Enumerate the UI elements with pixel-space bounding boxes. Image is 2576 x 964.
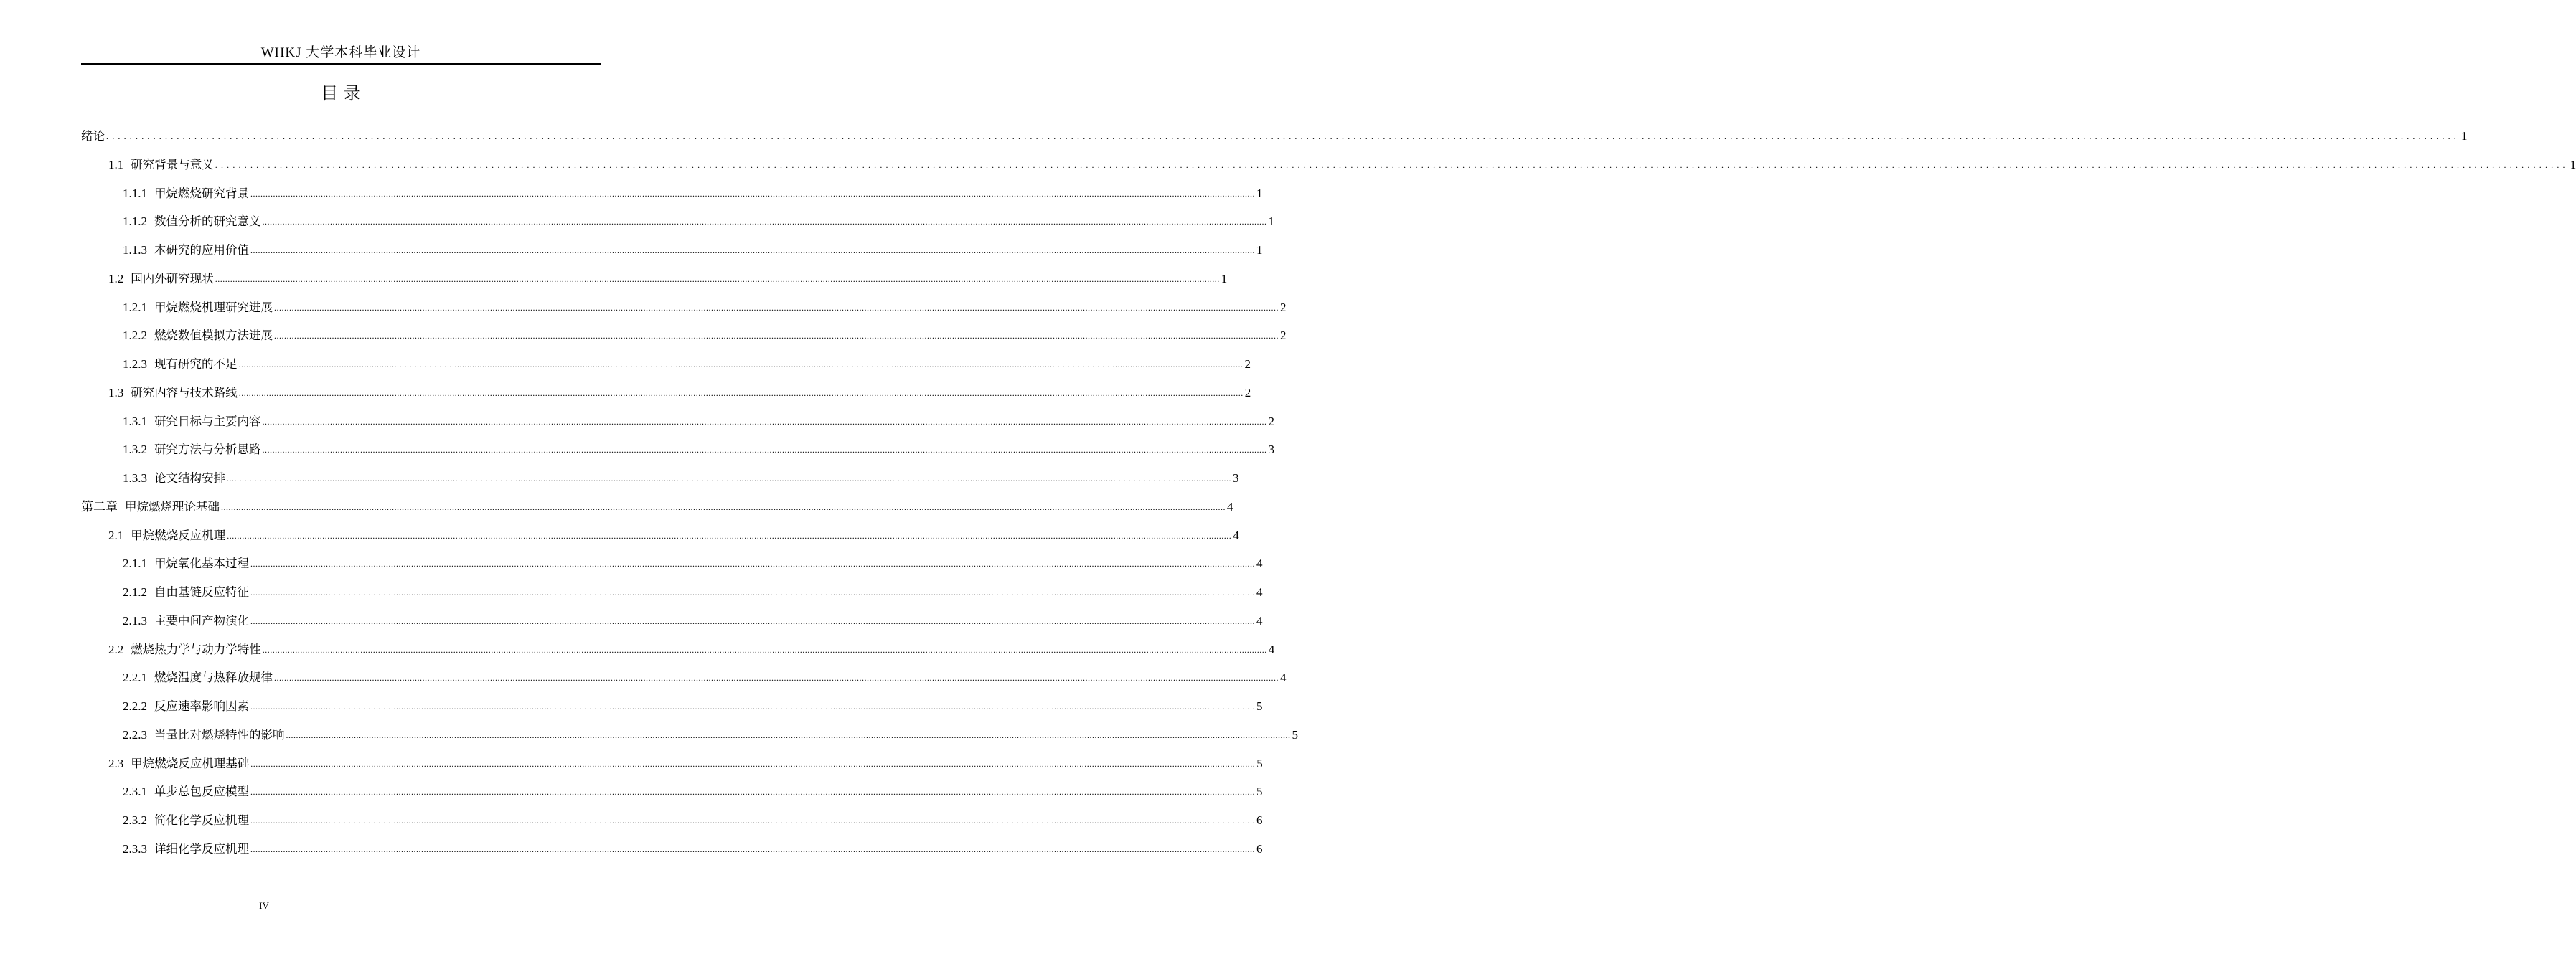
toc-entry-page: 4 — [1256, 613, 1263, 628]
toc-entry-number: 1.1.1 — [123, 186, 147, 200]
toc-entry-title: 燃烧数值模拟方法进展 — [154, 329, 273, 343]
page-title: 目 录 — [321, 83, 361, 103]
toc-entry-number: 1.2 — [108, 271, 124, 285]
toc-entry[interactable] — [81, 179, 1263, 208]
toc-entry-number: 2.2.2 — [123, 699, 147, 713]
toc-leader-dots: ................................................................................................................................................................................................................................................................................................................................................................................................................ — [250, 844, 1255, 854]
toc-entry[interactable] — [81, 721, 1298, 750]
toc-entry[interactable] — [81, 265, 1228, 293]
toc-entry[interactable] — [81, 407, 1274, 436]
toc-entry-number: 1.2.3 — [123, 357, 147, 371]
toc-leader-dots: ................................................................................................................................................................................................................................................................................................................................................................................................................ — [227, 530, 1232, 541]
toc-entry-page: 3 — [1233, 471, 1239, 485]
toc-entry-title: 甲烷燃烧反应机理基础 — [131, 756, 250, 770]
toc-entry[interactable] — [81, 607, 1263, 635]
toc-entry-title: 简化化学反应机理 — [154, 813, 249, 827]
toc-entry[interactable] — [81, 521, 1239, 550]
toc-leader-dots: ................................................................................................................................................................................................................................................................................................................................................................................................................ — [250, 188, 1255, 199]
toc-entry-title: 研究方法与分析思路 — [154, 443, 261, 457]
toc-leader-dots: ................................................................................................................................................................................................................................................................................................................................................................................................................ — [250, 559, 1255, 570]
toc-entry-number: 2.3.1 — [123, 785, 147, 799]
toc-entry[interactable] — [81, 663, 1287, 692]
header-title: WHKJ 大学本科毕业设计 — [260, 45, 421, 60]
toc-entry[interactable] — [81, 207, 1274, 236]
toc-entry-number: 2.2.3 — [123, 727, 147, 742]
toc-entry-title: 论文结构安排 — [154, 471, 225, 485]
toc-entry-title: 甲烷燃烧反应机理 — [131, 528, 226, 542]
toc-entry[interactable] — [81, 778, 1263, 806]
toc-leader-dots: ................................................................................................................................................................................................................................................................................................................................................................................................................ — [106, 131, 2460, 141]
toc-entry-page: 4 — [1280, 671, 1287, 685]
toc-entry-number: 第二章 — [81, 499, 118, 514]
toc-entry[interactable] — [81, 435, 1274, 464]
toc-entry[interactable] — [81, 151, 2576, 179]
toc-entry-number: 1.3.1 — [123, 414, 147, 428]
toc-entry-number: 2.2 — [108, 642, 124, 656]
toc-entry-page: 5 — [1256, 756, 1263, 770]
toc-leader-dots: ................................................................................................................................................................................................................................................................................................................................................................................................................ — [250, 587, 1255, 597]
toc-entry-page: 2 — [1280, 329, 1287, 343]
toc-entry-title: 数值分析的研究意义 — [154, 214, 261, 229]
toc-entry-number: 2.1.2 — [123, 585, 147, 599]
toc-entry-title: 本研究的应用价值 — [154, 243, 249, 257]
toc-entry-title: 反应速率影响因素 — [154, 699, 249, 713]
toc-entry-title: 燃烧温度与热释放规律 — [154, 671, 273, 685]
toc-leader-dots: ................................................................................................................................................................................................................................................................................................................................................................................................................ — [250, 615, 1255, 626]
toc-entry-title: 现有研究的不足 — [154, 357, 238, 371]
toc-leader-dots: ................................................................................................................................................................................................................................................................................................................................................................................................................ — [262, 644, 1267, 655]
toc-leader-dots: ................................................................................................................................................................................................................................................................................................................................................................................................................ — [262, 445, 1267, 455]
toc-leader-dots: ................................................................................................................................................................................................................................................................................................................................................................................................................ — [227, 473, 1231, 483]
page-header — [81, 43, 601, 65]
toc-entry-page: 4 — [1227, 499, 1233, 514]
toc-entry-page: 1 — [1256, 243, 1263, 257]
toc-entry[interactable] — [81, 835, 1263, 864]
toc-entry-page: 5 — [1256, 785, 1263, 799]
toc-entry-title: 甲烷氧化基本过程 — [154, 557, 249, 571]
toc-entry-page: 6 — [1256, 841, 1263, 856]
toc-leader-dots: ................................................................................................................................................................................................................................................................................................................................................................................................................ — [274, 302, 1279, 313]
toc-entry[interactable] — [81, 293, 1287, 322]
toc-entry[interactable] — [81, 806, 1263, 835]
toc-entry-number: 2.1.3 — [123, 613, 147, 628]
toc-entry[interactable] — [81, 750, 1263, 778]
toc-entry-number: 1.1.3 — [123, 243, 147, 257]
toc-entry-title: 国内外研究现状 — [131, 271, 214, 285]
toc-entry-page: 4 — [1256, 557, 1263, 571]
toc-leader-dots: ................................................................................................................................................................................................................................................................................................................................................................................................................ — [250, 245, 1255, 255]
toc-entry[interactable] — [81, 122, 2468, 151]
toc-entry-title: 燃烧热力学与动力学特性 — [131, 642, 261, 656]
toc-leader-dots: ................................................................................................................................................................................................................................................................................................................................................................................................................ — [262, 416, 1267, 427]
toc-entry[interactable] — [81, 635, 1275, 664]
toc-entry-number: 2.3.2 — [123, 813, 147, 827]
toc-entry[interactable] — [81, 350, 1251, 379]
toc-entry-page: 1 — [1256, 186, 1263, 200]
toc-leader-dots: ................................................................................................................................................................................................................................................................................................................................................................................................................ — [238, 387, 1244, 398]
toc-entry-number: 1.1 — [108, 157, 124, 171]
toc-entry-title: 甲烷燃烧机理研究进展 — [154, 300, 273, 314]
toc-entry-number: 2.3.3 — [123, 841, 147, 856]
toc-entry[interactable] — [81, 549, 1263, 578]
toc-entry-page: 6 — [1256, 813, 1263, 827]
toc-entry-number: 1.2.1 — [123, 300, 147, 314]
page-number: IV — [259, 900, 269, 911]
toc-entry-page: 1 — [1268, 214, 1274, 229]
toc-entry[interactable] — [81, 578, 1263, 607]
toc-entry-title: 当量比对燃烧特性的影响 — [154, 727, 285, 742]
toc-entry-title: 自由基链反应特征 — [154, 585, 249, 599]
toc-leader-dots: ................................................................................................................................................................................................................................................................................................................................................................................................................ — [221, 501, 1226, 512]
toc-entry-page: 4 — [1256, 585, 1263, 599]
toc-entry-number: 2.1.1 — [123, 557, 147, 571]
toc-entry-page: 1 — [2570, 157, 2576, 171]
toc-entry-page: 4 — [1268, 642, 1275, 656]
toc-entry-page: 2 — [1280, 300, 1287, 314]
toc-entry-number: 1.1.2 — [123, 214, 147, 229]
toc-entry-title: 单步总包反应模型 — [154, 785, 249, 799]
toc-entry-page: 5 — [1256, 699, 1263, 713]
toc-entry-title: 甲烷燃烧理论基础 — [125, 499, 220, 514]
toc-entry-number: 1.3.2 — [123, 443, 147, 457]
toc-entry-page: 2 — [1244, 385, 1251, 400]
toc-leader-dots: ................................................................................................................................................................................................................................................................................................................................................................................................................ — [215, 159, 2569, 170]
toc-entry-page: 3 — [1268, 443, 1274, 457]
toc-entry-number: 1.2.2 — [123, 329, 147, 343]
toc-entry[interactable] — [81, 493, 1233, 521]
toc-leader-dots: ................................................................................................................................................................................................................................................................................................................................................................................................................ — [215, 273, 1220, 284]
toc-entry-number: 1.3.3 — [123, 471, 147, 485]
toc-entry-title: 研究目标与主要内容 — [154, 414, 261, 428]
toc-entry-title: 主要中间产物演化 — [154, 613, 249, 628]
table-of-contents — [81, 122, 2576, 864]
toc-entry[interactable] — [81, 692, 1263, 721]
toc-leader-dots: ................................................................................................................................................................................................................................................................................................................................................................................................................ — [250, 787, 1255, 798]
toc-entry-page: 4 — [1233, 528, 1239, 542]
toc-leader-dots: ................................................................................................................................................................................................................................................................................................................................................................................................................ — [262, 217, 1267, 227]
toc-leader-dots: ................................................................................................................................................................................................................................................................................................................................................................................................................ — [250, 701, 1255, 712]
toc-entry-title: 甲烷燃烧研究背景 — [154, 186, 249, 200]
toc-entry-page: 5 — [1292, 727, 1298, 742]
toc-leader-dots: ................................................................................................................................................................................................................................................................................................................................................................................................................ — [286, 729, 1291, 740]
toc-leader-dots: ................................................................................................................................................................................................................................................................................................................................................................................................................ — [250, 816, 1255, 826]
toc-entry-number: 1.3 — [108, 385, 124, 400]
toc-entry-page: 2 — [1244, 357, 1251, 371]
toc-entry-title: 绪论 — [81, 129, 105, 143]
toc-entry-page: 2 — [1268, 414, 1274, 428]
toc-entry[interactable] — [81, 236, 1263, 265]
toc-entry-title: 研究背景与意义 — [131, 157, 214, 171]
toc-leader-dots: ................................................................................................................................................................................................................................................................................................................................................................................................................ — [250, 758, 1256, 769]
toc-leader-dots: ................................................................................................................................................................................................................................................................................................................................................................................................................ — [274, 331, 1279, 341]
toc-leader-dots: ................................................................................................................................................................................................................................................................................................................................................................................................................ — [238, 359, 1244, 369]
toc-entry-title: 研究内容与技术路线 — [131, 385, 238, 400]
toc-entry[interactable] — [81, 321, 1287, 350]
toc-leader-dots: ................................................................................................................................................................................................................................................................................................................................................................................................................ — [274, 673, 1279, 684]
toc-entry-number: 2.1 — [108, 528, 124, 542]
toc-entry[interactable] — [81, 379, 1251, 407]
toc-entry[interactable] — [81, 464, 1239, 493]
toc-entry-number: 2.2.1 — [123, 671, 147, 685]
toc-entry-number: 2.3 — [108, 756, 124, 770]
toc-entry-page: 1 — [1221, 271, 1228, 285]
toc-entry-page: 1 — [2461, 129, 2468, 143]
toc-entry-title: 详细化学反应机理 — [154, 841, 249, 856]
